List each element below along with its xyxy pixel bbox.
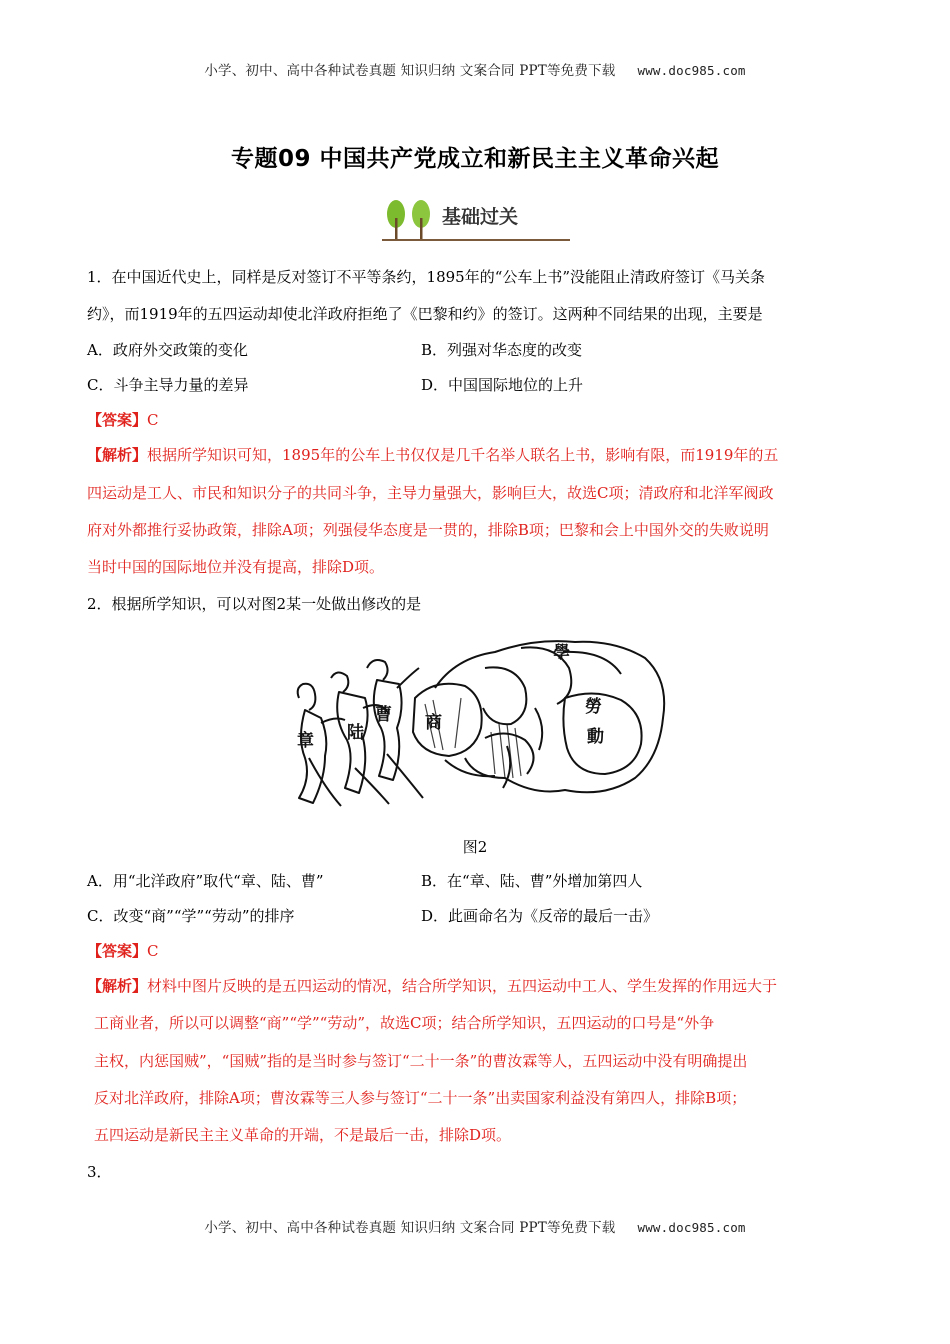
- figure-caption: 图2: [462, 838, 488, 856]
- q1-stem-line2: 约》，而1919年的五四运动却使北洋政府拒绝了《巴黎和约》的签订。这两种不同结果的出现，主要是: [87, 305, 763, 323]
- page-footer: [0, 1216, 950, 1236]
- q2-option-c: C．改变“商”“学”“劳动”的排序: [87, 907, 295, 925]
- q2-stem: 2．根据所学知识，可以对图2某一处做出修改的是: [87, 595, 422, 613]
- q2-option-b: B．在“章、陆、曹”外增加第四人: [421, 872, 643, 890]
- q1-answer-value: C: [147, 411, 159, 429]
- q2-analysis-line2: 工商业者，所以可以调整“商”“学”“劳动”，故选C项；结合所学知识，五四运动的口号是“外争: [94, 1014, 715, 1032]
- q2-answer-label: 【答案】: [87, 942, 148, 960]
- label-xue: 學: [553, 643, 570, 663]
- q1-option-b: B．列强对华态度的改变: [421, 341, 583, 359]
- label-laodong-2: 動: [587, 727, 604, 747]
- q2-option-a: A．用“北洋政府”取代“章、陆、曹”: [87, 872, 324, 890]
- label-laodong-1: 勞: [585, 697, 602, 717]
- q1-analysis-text1: 根据所学知识可知，1895年的公车上书仅仅是几千名举人联名上书，影响有限，而1919年的五: [147, 446, 779, 464]
- q2-analysis-line1: [87, 975, 877, 997]
- q2-analysis-line4: 反对北洋政府，排除A项；曹汝霖等三人参与签订“二十一条”出卖国家利益没有第四人，排除B项；: [94, 1089, 747, 1107]
- q1-option-a: A．政府外交政策的变化: [87, 341, 248, 359]
- q2-analysis-label: 【解析】: [87, 977, 148, 995]
- q1-option-d: D．中国国际地位的上升: [421, 376, 584, 394]
- q2-analysis-text1: 材料中图片反映的是五四运动的情况，结合所学知识，五四运动中工人、学生发挥的作用远大于: [147, 977, 778, 995]
- label-cao: 曹: [375, 705, 392, 725]
- label-shang: 商: [425, 713, 442, 733]
- q2-answer-value: C: [147, 942, 159, 960]
- tree-icon: [387, 200, 430, 240]
- header-url[interactable]: www.doc985.com: [637, 63, 746, 78]
- q1-analysis-label: 【解析】: [87, 446, 148, 464]
- q1-stem-line1: 1．在中国近代史上，同样是反对签订不平等条约，1895年的“公车上书”没能阻止清政府签订《马关条: [87, 268, 766, 286]
- q1-analysis-line3: 府对外都推行妥协政策，排除A项；列强侵华态度是一贯的，排除B项；巴黎和会上中国外交的失败说明: [87, 521, 769, 539]
- q1-answer: [87, 409, 877, 431]
- label-lu: 陆: [347, 723, 364, 743]
- q2-answer: [87, 940, 877, 962]
- q1-analysis-line4: 当时中国的国际地位并没有提高，排除D项。: [87, 558, 385, 576]
- label-zhang: 章: [297, 731, 314, 751]
- footer-text: 小学、初中、高中各种试卷真题 知识归纳 文案合同 PPT等免费下载: [204, 1220, 616, 1236]
- footer-url[interactable]: www.doc985.com: [637, 1220, 746, 1235]
- q1-option-c: C．斗争主导力量的差异: [87, 376, 249, 394]
- page-title: 专题09 中国共产党成立和新民主主义革命兴起: [230, 146, 719, 172]
- q1-analysis-line1: [87, 444, 877, 466]
- badge-label: 基础过关: [442, 206, 519, 228]
- cartoon-figure: [285, 628, 670, 818]
- q1-answer-label: 【答案】: [87, 411, 148, 429]
- q2-analysis-line3: 主权，内惩国贼”，“国贼”指的是当时参与签订“二十一条”的曹汝霖等人，五四运动中没有明确提出: [94, 1052, 748, 1070]
- header-text: 小学、初中、高中各种试卷真题 知识归纳 文案合同 PPT等免费下载: [204, 63, 616, 79]
- q3-stem: 3．: [87, 1163, 112, 1181]
- q1-analysis-line2: 四运动是工人、市民和知识分子的共同斗争，主导力量强大，影响巨大，故选C项；清政府和北洋军阀政: [87, 484, 774, 502]
- page-header: [0, 59, 950, 79]
- q2-analysis-line5: 五四运动是新民主主义革命的开端，不是最后一击，排除D项。: [94, 1126, 512, 1144]
- q2-option-d: D．此画命名为《反帝的最后一击》: [421, 907, 659, 925]
